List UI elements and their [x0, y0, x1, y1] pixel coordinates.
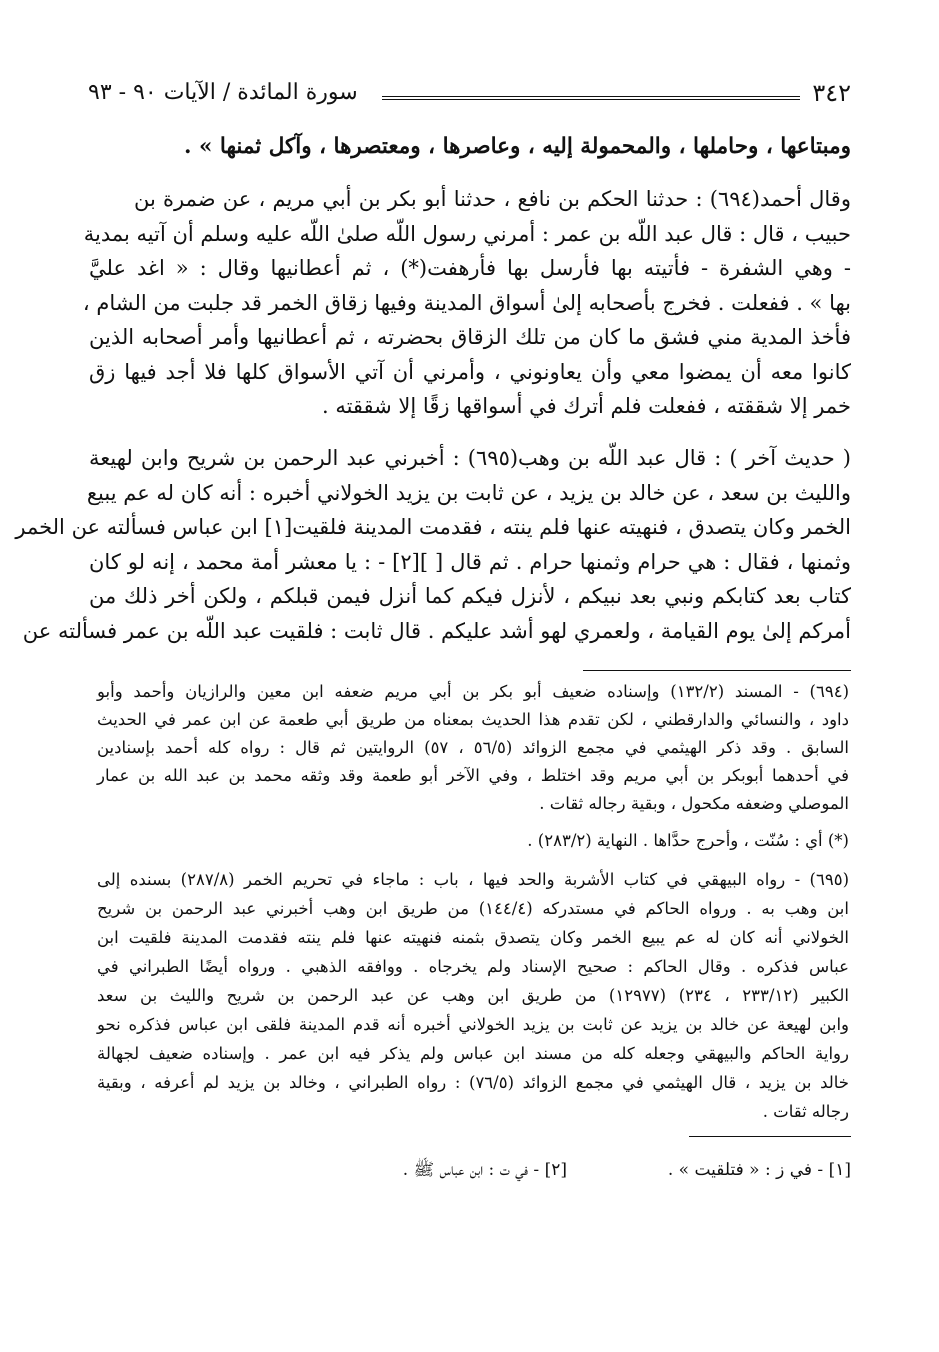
body-line: وثمنها ، فقال : هي حرام وثمنها حرام . ثم قال [ ][٢] - : يا معشر أمة محمد ، إنه لو كان: [89, 550, 851, 574]
footnote-line: في أحدهما أبوبكر بن أبي مريم وقد اختلط ، وفي الآخر أبو طعمة وقد وثقه محمد بن عبد الله بن عمار: [97, 766, 849, 785]
body-line: حبيب ، قال : قال عبد اللّه بن عمر : أمرني رسول اللّه صلىٰ اللّه عليه وسلم أن آتيه بمدية: [83, 222, 851, 246]
body-line: والليث بن سعد ، عن خالد بن يزيد ، عن ثابت بن يزيد الخولاني أخبره : أنه كان له عم يبيع: [86, 481, 851, 505]
body-line: بها » . ففعلت . فخرج بأصحابه إلىٰ أسواق المدينة وفيها زقاق الخمر قد جلبت من الشام ،: [82, 291, 851, 315]
body-line: كانوا معه أن يمضوا معي وأن يعاونوني ، وأمرني أن آتي الأسواق كلها فلا أجد فيها زق: [89, 360, 851, 384]
footnote-line: الموصلي وضعفه مكحول ، وبقية رجاله ثقات .: [539, 794, 849, 813]
body-line: ومبتاعها ، وحاملها ، والمحمولة إليه ، وعاصرها ، ومعتصرها ، وآكل ثمنها » .: [184, 134, 851, 159]
footnote-line: داود ، والنسائي والدارقطني ، لكن تقدم هذا الحديث بمعناه من طريق أبي طعمة عن ابن عمر في الحديث: [97, 710, 849, 729]
body-line: كتاب بعد كتابكم ونبي بعد نبيكم ، لأنزل فيكم كما أنزل فيمن قبلكم ، ولكن أخر ذلك من: [89, 584, 851, 608]
footnote-line: ابن وهب به . ورواه الحاكم في مستدركه (١٤٤/٤) من طريق ابن وهب أخبرني عبد الرحمن بن شريح: [97, 899, 849, 918]
body-line: أمركم إلىٰ يوم القيامة ، ولعمري لهو أشد عليكم . قال ثابت : فلقيت عبد اللّه بن عمر فسألته عن: [22, 619, 851, 643]
footnote-rule: [583, 670, 851, 671]
footnote-line: (٦٩٤) - المسند (١٣٢/٢) وإسناده ضعيف أبو بكر بن أبي مريم ضعفه ابن معين والرازيان وأحمد وأبو: [97, 682, 849, 701]
footnote-line: خالد بن يزيد ، قال الهيثمي في مجمع الزوائد (٧٦/٥) : رواه الطبراني ، وخالد بن يزيد لم أعرفه ، وبقية: [97, 1073, 849, 1092]
footnote-line: عباس فذكره . وقال الحاكم : صحيح الإسناد ولم يخرجاه . ووافقه الذهبي . ورواه أيضًا الطبراني في: [97, 957, 849, 976]
footnote-line: وابن لهيعة عن خالد بن يزيد عن ثابت بن يزيد الخولاني أخبره أنه قدم المدينة فلقى ابن عباس فذكره نحو: [97, 1015, 849, 1034]
footnote-line: رواية الحاكم والبيهقي وجعله كله من مسند ابن عباس ولم يذكر فيه ابن عمر . وإسناده ضعيف لجهالة: [97, 1044, 849, 1063]
body-line: فأخذ المدية مني فشق ما كان من تلك الزقاق بحضرته ، ثم أعطانيها وأمر أصحابه الذين: [89, 325, 851, 349]
page-number: ٣٤٢: [812, 79, 851, 107]
variants-rule: [689, 1136, 851, 1137]
body-line: ( حديث آخر ) : قال عبد اللّه بن وهب(٦٩٥) : أخبرني عبد الرحمن بن شريح وابن لهيعة: [89, 446, 851, 470]
header-rule: [382, 96, 800, 100]
body-line: الخمر وكان يتصدق ، فنهيته عنها فلم ينته ، فقدمت المدينة فلقيت[١] ابن عباس فسألته عن الخمر: [15, 515, 851, 539]
footnote-line: (*) أي : سُنّت ، وأحرج حدَّاها . النهاية (٢٨٣/٢) .: [527, 831, 849, 850]
footnote-line: الكبير (٢٣٣/١٢ ، ٢٣٤) (١٢٩٧٧) من طريق ابن وهب عن عبد الرحمن بن شريح والليث بن سعد: [97, 986, 849, 1005]
body-line: خمر إلا شققته ، ففعلت فلم أترك في أسواقها زقًا إلا شققته .: [321, 394, 851, 418]
footnote-line: الخولاني أنه كان له عم يبيع الخمر وكان يتصدق بثمنه فنهيته عنها فلم ينته فقدمت المدينة فلقيت ابن: [97, 928, 849, 947]
body-line: وقال أحمد(٦٩٤) : حدثنا الحكم بن نافع ، حدثنا أبو بكر بن أبي مريم ، عن ضمرة بن: [134, 187, 851, 211]
footnote-line: رجاله ثقات .: [762, 1102, 849, 1121]
body-line: - وهي الشفرة - فأتيته بها فأرسل بها فأرهفت(*) ، ثم أعطانيها وقال : « اغد عليَّ: [89, 256, 851, 280]
variant-note: [٢] - في ت : ابن عباس ﷺ .: [402, 1160, 567, 1180]
variant-note: [١] - في ز : « فتلقيت » .: [667, 1160, 851, 1180]
chapter-title: سورة المائدة / الآيات ٩٠ - ٩٣: [88, 80, 358, 105]
footnote-line: (٦٩٥) - رواه البيهقي في كتاب الأشربة والحد فيها ، باب : ماجاء في تحريم الخمر (٢٨٧/٨) بسنده إلى: [97, 870, 849, 889]
footnote-line: السابق . وقد ذكر الهيثمي في مجمع الزوائد (٥٦/٥ ، ٥٧) الروايتين ثم قال : رواه كله أحمد بإسنادين: [97, 738, 849, 757]
